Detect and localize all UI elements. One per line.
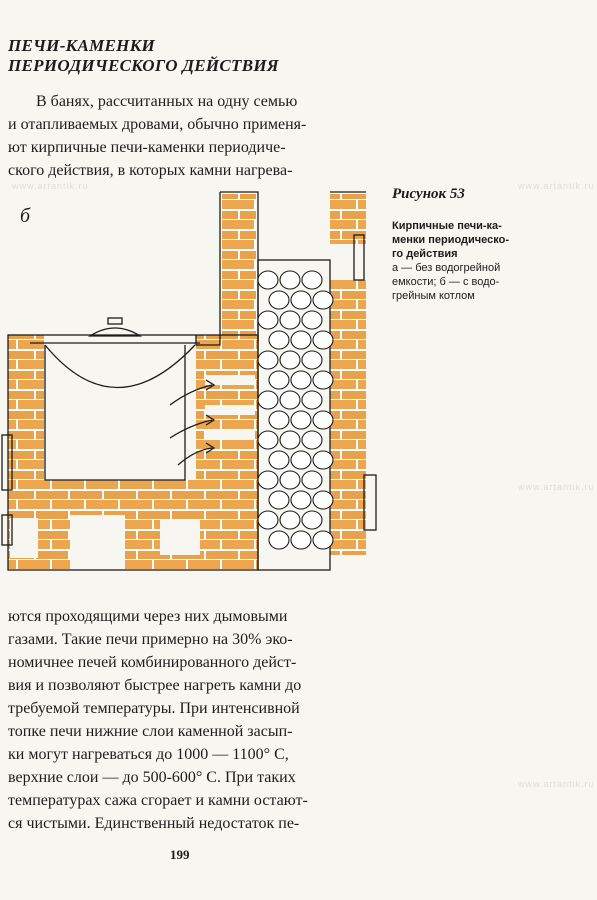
stone [302,431,322,449]
stone [258,391,278,409]
stone [280,271,300,289]
stone [302,471,322,489]
stone [258,271,278,289]
paragraph-intro [8,90,358,182]
stone [291,291,311,309]
watermark: www.artantik.ru [12,181,89,191]
stone [313,291,333,309]
stone [313,411,333,429]
text-line: ют кирпичные печи-каменки периодиче- [8,139,286,156]
stone [269,291,289,309]
stove-diagram [0,180,390,580]
text-line: ки могут нагреваться до 1000 — 1100° С, [8,746,289,763]
stone [291,411,311,429]
stone [291,531,311,549]
stone [291,331,311,349]
stone [269,531,289,549]
heading-line: ПЕРИОДИЧЕСКОГО ДЕЙСТВИЯ [8,56,279,75]
stone [258,431,278,449]
paragraph-body [8,605,358,835]
text-line: и отапливаемых дровами, обычно применя- [8,116,307,133]
stone [258,311,278,329]
stone [269,371,289,389]
stone [313,491,333,509]
stone [302,311,322,329]
stone [280,431,300,449]
watermark: www.artantik.ru [518,482,595,492]
stone [291,371,311,389]
heading-line: ПЕЧИ-КАМЕНКИ [8,36,156,55]
text-line: газами. Такие печи примерно на 30% эко- [8,631,293,648]
stone [313,531,333,549]
stone [291,451,311,469]
stone [269,451,289,469]
stone [280,391,300,409]
stone [313,371,333,389]
stone [302,351,322,369]
text-line: температурах сажа сгорает и камни остают- [8,792,308,809]
stone [258,471,278,489]
section-heading [8,36,279,76]
watermark: www.artantik.ru [518,779,595,789]
stone [313,331,333,349]
stone [291,491,311,509]
stone [280,351,300,369]
caption-line: грейным котлом [392,290,475,302]
watermark: www.artantik.ru [518,181,595,191]
stone [280,311,300,329]
text-line: вия и позволяют быстрее нагреть камни до [8,677,302,694]
figure-label: б [20,205,31,227]
text-line: номичнее печей комбинированного дейст- [8,654,297,671]
caption-line: емкости; б — с водо- [392,276,500,288]
stone [258,511,278,529]
figure-title: Рисунок 53 [392,186,465,202]
text-line: ского действия, в которых камни нагрева- [8,162,293,179]
stone [269,491,289,509]
figure-caption [392,219,542,303]
stone [302,391,322,409]
caption-line: а — без водогрейной [392,262,501,274]
stone [269,331,289,349]
text-line: ются проходящими через них дымовыми [8,608,288,625]
stone [269,411,289,429]
stone [313,451,333,469]
stone [280,471,300,489]
page-number: 199 [170,847,190,862]
text-line: требуемой температуры. При интенсивной [8,700,300,717]
stone [258,351,278,369]
text-line: В банях, рассчитанных на одну семью [36,93,298,110]
text-line: топке печи нижние слои каменной засып- [8,723,293,740]
stone-fill [258,271,333,549]
caption-line: Кирпичные печи-ка- [392,220,502,232]
text-line: ся чистыми. Единственный недостаток пе- [8,815,300,832]
caption-line: го действия [392,248,458,260]
stone [280,511,300,529]
stone [302,511,322,529]
stone [302,271,322,289]
text-line: верхние слои — до 500-600° С. При таких [8,769,296,786]
caption-line: менки периодическо- [392,234,510,246]
